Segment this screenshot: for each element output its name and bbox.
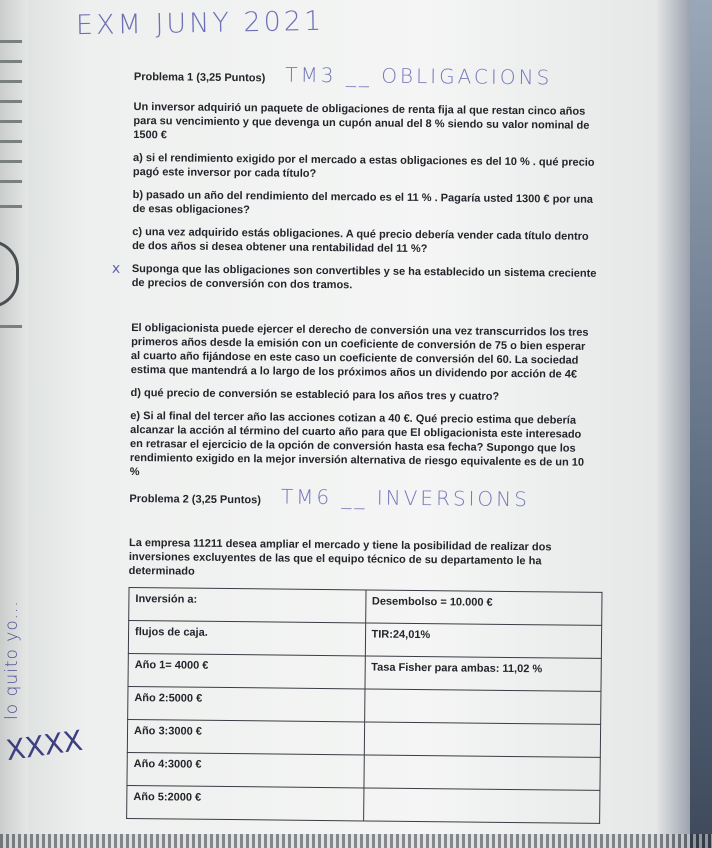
problem1-question-e: e) Si al final del tercer año las acciones cotizan a 40 €. Qué precio estima que debería alcanzar la acción al término del cuarto año para que El obligacionista este interesado en retrasar el ejercicio de la opción de conversión hasta esa fecha? Supongo que los rendimiento exigido en la mejor inversión alternativa de riesgo equivalente es de un 10 % xyxy=(129,409,585,479)
binder-hole xyxy=(0,100,22,103)
binder-hole xyxy=(0,60,22,63)
problem1-conversion-text: El obligacionista puede ejercer el derecho de conversión una vez transcurridos los tres primeros años desde la emisión con un coeficiente de conversión de 75 o bien esperar al cuarto año fijándose en este caso un coeficiente de conversión del 60. La sociedad estima que mantendrá a lo largo de los próximos años un dividendo por acción de 4€ xyxy=(130,321,589,381)
handwritten-header-note: EXM JUNY 2021 xyxy=(75,5,325,42)
problem1-title: Problema 1 (3,25 Puntos) xyxy=(133,70,266,85)
investment-table xyxy=(126,587,602,824)
table-cell: Tasa Fisher para ambas: 11,02 % xyxy=(364,656,601,691)
exam-document xyxy=(111,62,600,824)
table-cell: Desembolso = 10.000 € xyxy=(365,590,602,625)
convertible-block xyxy=(111,260,598,295)
table-row xyxy=(129,587,602,625)
table-cell: Año 4:3000 € xyxy=(127,752,364,787)
table-cell: Año 1= 4000 € xyxy=(128,653,365,688)
table-cell: Año 2:5000 € xyxy=(128,686,365,721)
table-cell xyxy=(364,689,601,724)
handwritten-margin-note: lo quito yo... xyxy=(2,600,22,720)
table-cell: TIR:24,01% xyxy=(365,623,602,658)
table-cell: Año 5:2000 € xyxy=(127,785,364,820)
table-row xyxy=(127,785,600,823)
problem1-title-row xyxy=(133,62,600,95)
problem1-question-d: d) qué precio de conversión se estableció para los años tres y cuatro? xyxy=(130,386,500,403)
binder-ring xyxy=(0,240,19,308)
binder-hole xyxy=(0,140,22,143)
binder-hole xyxy=(0,80,22,83)
photo-right-edge xyxy=(690,0,712,848)
binder-strip xyxy=(0,0,28,848)
table-cell xyxy=(364,722,601,757)
problem1-intro: Un inversor adquirió un paquete de obligaciones de renta fija al que restan cinco años para su vencimiento y que devenga un cupón anual del 8 % siendo su valor nominal de 1500 € xyxy=(133,100,590,142)
table-row xyxy=(128,686,601,724)
problem1-convertible-statement: Suponga que las obligaciones son convertibles y se ha establecido un sistema creciente de precios de conversión con dos tramos. xyxy=(131,262,597,292)
problem2-title-row xyxy=(129,484,595,517)
binder-hole xyxy=(0,180,22,183)
problem1-question-b: b) pasado un año del rendimiento del mercado es el 11 % . Pagaría usted 1300 € por una de esas obligaciones? xyxy=(132,188,593,217)
photo-bottom-edge xyxy=(0,834,712,848)
table-cell: Inversión a: xyxy=(129,587,366,622)
binder-hole xyxy=(0,120,22,123)
problem2-handwritten-tag: TM6 __ INVERSIONS xyxy=(280,484,531,512)
table-cell xyxy=(363,755,600,790)
binder-hole xyxy=(0,205,22,208)
table-cell: flujos de caja. xyxy=(128,620,365,655)
table-row xyxy=(128,653,601,691)
table-row xyxy=(128,620,601,658)
handwritten-check-mark: x xyxy=(111,260,121,277)
table-cell: Año 3:3000 € xyxy=(127,719,364,754)
problem1-handwritten-tag: TM3 __ OBLIGACIONS xyxy=(285,62,553,90)
binder-hole xyxy=(0,40,22,43)
table-row xyxy=(127,719,600,757)
table-row xyxy=(127,752,600,790)
problem2-title: Problema 2 (3,25 Puntos) xyxy=(129,492,261,507)
problem1-question-c: c) una vez adquirido estás obligaciones. A qué precio debería vender cada título dentro de dos años si desea obtener una rentabilidad del 11 %? xyxy=(132,225,589,256)
handwritten-cross-marks: XXXX xyxy=(4,723,85,768)
binder-hole xyxy=(0,325,22,328)
table-cell xyxy=(363,788,600,823)
problem2-intro: La empresa 11211 desea ampliar el mercado y tiene la posibilidad de realizar dos inversiones excluyentes de las que el equipo técnico de su departamento le ha determinado xyxy=(128,536,552,578)
problem1-question-a: a) si el rendimiento exigido por el mercado a estas obligaciones es del 10 % . qué precio pagó este inversor por cada título? xyxy=(132,151,595,180)
binder-hole xyxy=(0,160,22,163)
